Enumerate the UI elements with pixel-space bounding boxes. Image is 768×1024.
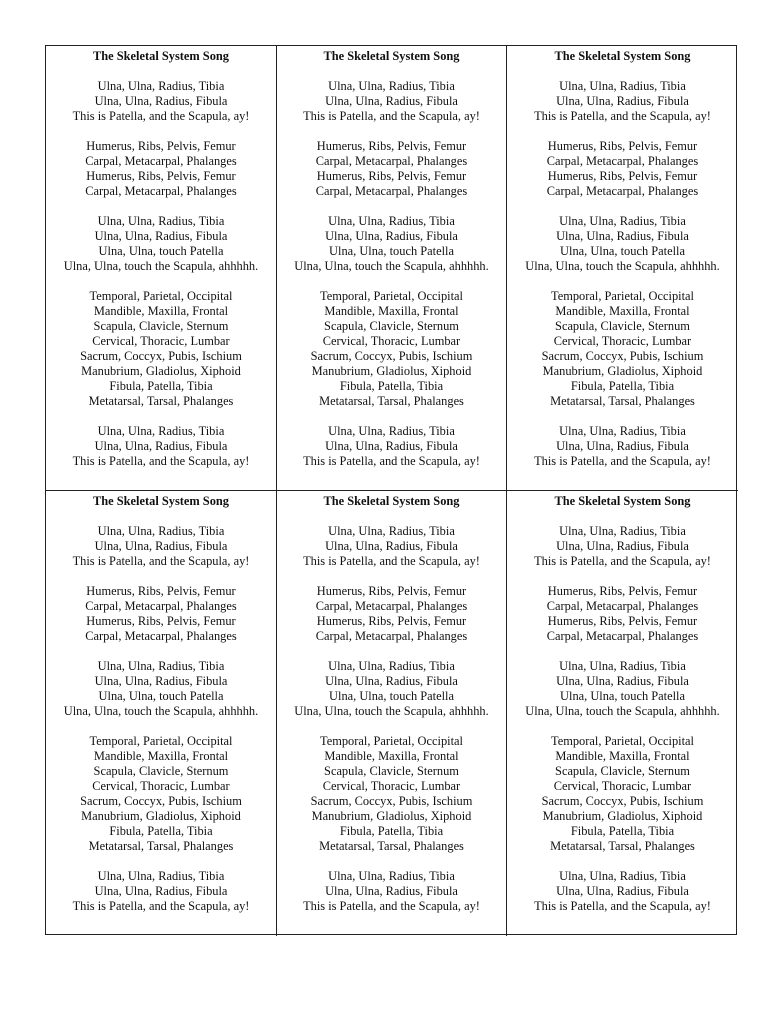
lyric-line: Cervical, Thoracic, Lumbar	[322, 779, 461, 793]
song-title: The Skeletal System Song	[93, 49, 229, 63]
lyric-line: Ulna, Ulna, Radius, Fibula	[325, 94, 458, 108]
lyric-line: This is Patella, and the Scapula, ay!	[534, 454, 711, 468]
song-stanza	[277, 584, 506, 644]
lyric-line: Cervical, Thoracic, Lumbar	[92, 779, 230, 793]
lyric-line: Ulna, Ulna, Radius, Fibula	[94, 229, 228, 243]
lyric-line: This is Patella, and the Scapula, ay!	[72, 109, 250, 123]
lyric-line: Ulna, Ulna, Radius, Tibia	[328, 659, 455, 673]
lyric-line: Ulna, Ulna, Radius, Fibula	[94, 674, 228, 688]
lyric-line: Temporal, Parietal, Occipital	[89, 734, 233, 748]
lyric-line: Scapula, Clavicle, Sternum	[324, 319, 459, 333]
lyric-line: Fibula, Patella, Tibia	[339, 824, 444, 838]
lyric-line: Ulna, Ulna, touch Patella	[98, 689, 224, 703]
lyric-line: Metatarsal, Tarsal, Phalanges	[319, 839, 464, 853]
lyric-line: Fibula, Patella, Tibia	[570, 379, 675, 393]
lyric-line: Carpal, Metacarpal, Phalanges	[85, 629, 237, 643]
song-stanza	[277, 79, 506, 124]
lyric-line: Sacrum, Coccyx, Pubis, Ischium	[310, 794, 473, 808]
lyric-line: Ulna, Ulna, Radius, Fibula	[556, 539, 689, 553]
song-stanza	[507, 79, 738, 124]
lyric-line: Carpal, Metacarpal, Phalanges	[546, 154, 699, 168]
song-stanza	[277, 659, 506, 719]
lyric-line: Ulna, Ulna, Radius, Tibia	[559, 214, 686, 228]
song-card	[507, 491, 738, 936]
lyric-line: Humerus, Ribs, Pelvis, Femur	[547, 139, 698, 153]
song-card	[277, 491, 507, 936]
lyric-line: Manubrium, Gladiolus, Xiphoid	[81, 809, 241, 823]
lyric-line: Ulna, Ulna, Radius, Fibula	[94, 94, 228, 108]
lyric-line: Ulna, Ulna, touch Patella	[560, 689, 685, 703]
lyric-line: Ulna, Ulna, touch Patella	[98, 244, 224, 258]
lyric-line: Humerus, Ribs, Pelvis, Femur	[316, 139, 467, 153]
lyric-line: Humerus, Ribs, Pelvis, Femur	[316, 614, 467, 628]
lyric-line: Mandible, Maxilla, Frontal	[93, 304, 229, 318]
lyric-line: Sacrum, Coccyx, Pubis, Ischium	[541, 349, 704, 363]
lyric-line: This is Patella, and the Scapula, ay!	[534, 109, 711, 123]
lyric-line: Metatarsal, Tarsal, Phalanges	[550, 394, 695, 408]
lyric-line: Metatarsal, Tarsal, Phalanges	[88, 839, 234, 853]
lyric-line: Ulna, Ulna, Radius, Tibia	[328, 424, 455, 438]
lyric-line: Ulna, Ulna, Radius, Tibia	[328, 79, 455, 93]
lyric-line: Carpal, Metacarpal, Phalanges	[315, 629, 468, 643]
lyric-line: Cervical, Thoracic, Lumbar	[92, 334, 230, 348]
lyric-line: Ulna, Ulna, Radius, Fibula	[556, 884, 689, 898]
song-stanza	[507, 289, 738, 409]
lyric-line: Temporal, Parietal, Occipital	[551, 289, 694, 303]
song-title: The Skeletal System Song	[554, 494, 691, 508]
lyric-line: Ulna, Ulna, Radius, Tibia	[328, 214, 455, 228]
lyric-line: Ulna, Ulna, Radius, Fibula	[325, 539, 458, 553]
lyric-line: This is Patella, and the Scapula, ay!	[303, 454, 480, 468]
lyric-line: Mandible, Maxilla, Frontal	[324, 749, 459, 763]
song-card-sheet	[45, 45, 737, 935]
lyric-line: Mandible, Maxilla, Frontal	[555, 304, 690, 318]
lyric-line: Humerus, Ribs, Pelvis, Femur	[316, 169, 467, 183]
lyric-line: Ulna, Ulna, Radius, Fibula	[556, 674, 689, 688]
lyric-line: Sacrum, Coccyx, Pubis, Ischium	[80, 794, 242, 808]
lyric-line: Metatarsal, Tarsal, Phalanges	[319, 394, 464, 408]
song-stanza	[507, 524, 738, 569]
song-card	[507, 46, 738, 491]
song-stanza	[46, 659, 276, 719]
lyric-line: Ulna, Ulna, touch the Scapula, ahhhhh.	[63, 704, 259, 718]
song-stanza	[507, 424, 738, 469]
lyric-line: Fibula, Patella, Tibia	[109, 379, 213, 393]
lyric-line: This is Patella, and the Scapula, ay!	[303, 109, 480, 123]
lyric-line: Carpal, Metacarpal, Phalanges	[546, 599, 699, 613]
lyric-line: Fibula, Patella, Tibia	[570, 824, 675, 838]
lyric-line: Ulna, Ulna, touch the Scapula, ahhhhh.	[294, 704, 489, 718]
lyric-line: Scapula, Clavicle, Sternum	[555, 319, 690, 333]
lyric-line: Humerus, Ribs, Pelvis, Femur	[316, 584, 467, 598]
lyric-line: Ulna, Ulna, touch Patella	[560, 244, 685, 258]
lyric-line: This is Patella, and the Scapula, ay!	[303, 899, 480, 913]
lyric-line: Ulna, Ulna, Radius, Tibia	[97, 214, 225, 228]
song-card	[46, 491, 277, 936]
song-stanza	[507, 139, 738, 199]
song-title: The Skeletal System Song	[323, 49, 460, 63]
lyric-line: Ulna, Ulna, touch Patella	[329, 689, 454, 703]
lyric-line: Cervical, Thoracic, Lumbar	[322, 334, 461, 348]
song-card	[46, 46, 277, 491]
lyric-line: Ulna, Ulna, Radius, Tibia	[97, 524, 225, 538]
song-stanza	[277, 289, 506, 409]
lyric-line: Fibula, Patella, Tibia	[109, 824, 213, 838]
lyric-line: Ulna, Ulna, touch the Scapula, ahhhhh.	[294, 259, 489, 273]
song-title: The Skeletal System Song	[93, 494, 229, 508]
song-stanza	[46, 524, 276, 569]
lyric-line: Temporal, Parietal, Occipital	[320, 734, 463, 748]
lyric-line: Ulna, Ulna, Radius, Tibia	[559, 869, 686, 883]
lyric-line: Ulna, Ulna, Radius, Fibula	[94, 884, 228, 898]
song-stanza	[507, 584, 738, 644]
lyric-line: Ulna, Ulna, Radius, Tibia	[328, 524, 455, 538]
lyric-line: Ulna, Ulna, Radius, Tibia	[559, 659, 686, 673]
lyric-line: Ulna, Ulna, Radius, Fibula	[94, 539, 228, 553]
lyric-line: Ulna, Ulna, Radius, Tibia	[559, 79, 686, 93]
lyric-line: Ulna, Ulna, touch Patella	[329, 244, 454, 258]
song-stanza	[46, 79, 276, 124]
song-stanza	[507, 659, 738, 719]
lyric-line: Scapula, Clavicle, Sternum	[555, 764, 690, 778]
song-stanza	[46, 869, 276, 914]
lyric-line: Scapula, Clavicle, Sternum	[324, 764, 459, 778]
lyric-line: Ulna, Ulna, Radius, Fibula	[556, 229, 689, 243]
lyric-line: This is Patella, and the Scapula, ay!	[72, 899, 250, 913]
lyric-line: Ulna, Ulna, Radius, Fibula	[325, 674, 458, 688]
lyric-line: Temporal, Parietal, Occipital	[551, 734, 694, 748]
lyric-line: Ulna, Ulna, touch the Scapula, ahhhhh.	[525, 259, 720, 273]
song-stanza	[46, 584, 276, 644]
lyric-line: Humerus, Ribs, Pelvis, Femur	[547, 584, 698, 598]
song-title: The Skeletal System Song	[323, 494, 460, 508]
lyric-line: Ulna, Ulna, Radius, Fibula	[325, 884, 458, 898]
song-stanza	[507, 869, 738, 914]
song-stanza	[277, 524, 506, 569]
lyric-line: Carpal, Metacarpal, Phalanges	[85, 599, 237, 613]
song-title: The Skeletal System Song	[554, 49, 691, 63]
lyric-line: Metatarsal, Tarsal, Phalanges	[550, 839, 695, 853]
lyric-line: Temporal, Parietal, Occipital	[89, 289, 233, 303]
lyric-line: Humerus, Ribs, Pelvis, Femur	[547, 169, 698, 183]
lyric-line: Carpal, Metacarpal, Phalanges	[546, 629, 699, 643]
lyric-line: This is Patella, and the Scapula, ay!	[534, 554, 711, 568]
lyric-line: Ulna, Ulna, Radius, Fibula	[325, 439, 458, 453]
lyric-line: Manubrium, Gladiolus, Xiphoid	[311, 809, 472, 823]
song-stanza	[46, 734, 276, 854]
lyric-line: Mandible, Maxilla, Frontal	[93, 749, 229, 763]
lyric-line: Carpal, Metacarpal, Phalanges	[85, 184, 237, 198]
lyric-line: Sacrum, Coccyx, Pubis, Ischium	[80, 349, 242, 363]
lyric-line: Manubrium, Gladiolus, Xiphoid	[542, 809, 703, 823]
lyric-line: Ulna, Ulna, Radius, Tibia	[328, 869, 455, 883]
lyric-line: Temporal, Parietal, Occipital	[320, 289, 463, 303]
lyric-line: This is Patella, and the Scapula, ay!	[72, 454, 250, 468]
song-stanza	[46, 139, 276, 199]
lyric-line: Manubrium, Gladiolus, Xiphoid	[81, 364, 241, 378]
song-stanza	[46, 289, 276, 409]
lyric-line: Scapula, Clavicle, Sternum	[93, 764, 229, 778]
lyric-line: Carpal, Metacarpal, Phalanges	[315, 154, 468, 168]
lyric-line: Ulna, Ulna, Radius, Tibia	[559, 524, 686, 538]
lyric-line: Sacrum, Coccyx, Pubis, Ischium	[310, 349, 473, 363]
lyric-line: Carpal, Metacarpal, Phalanges	[315, 184, 468, 198]
lyric-line: This is Patella, and the Scapula, ay!	[303, 554, 480, 568]
lyric-line: Fibula, Patella, Tibia	[339, 379, 444, 393]
lyric-line: Cervical, Thoracic, Lumbar	[553, 779, 692, 793]
song-stanza	[277, 734, 506, 854]
lyric-line: Manubrium, Gladiolus, Xiphoid	[311, 364, 472, 378]
lyric-line: This is Patella, and the Scapula, ay!	[72, 554, 250, 568]
lyric-line: Humerus, Ribs, Pelvis, Femur	[86, 139, 236, 153]
lyric-line: Ulna, Ulna, Radius, Fibula	[94, 439, 228, 453]
lyric-line: Cervical, Thoracic, Lumbar	[553, 334, 692, 348]
lyric-line: Carpal, Metacarpal, Phalanges	[85, 154, 237, 168]
song-stanza	[46, 424, 276, 469]
lyric-line: Carpal, Metacarpal, Phalanges	[315, 599, 468, 613]
song-stanza	[277, 139, 506, 199]
song-stanza	[46, 214, 276, 274]
lyric-line: Manubrium, Gladiolus, Xiphoid	[542, 364, 703, 378]
song-stanza	[507, 734, 738, 854]
song-stanza	[507, 214, 738, 274]
lyric-line: Humerus, Ribs, Pelvis, Femur	[547, 614, 698, 628]
lyric-line: Ulna, Ulna, Radius, Fibula	[325, 229, 458, 243]
lyric-line: Ulna, Ulna, Radius, Tibia	[97, 869, 225, 883]
lyric-line: Mandible, Maxilla, Frontal	[555, 749, 690, 763]
lyric-line: Ulna, Ulna, Radius, Tibia	[97, 424, 225, 438]
song-card	[277, 46, 507, 491]
song-stanza	[277, 424, 506, 469]
lyric-line: Mandible, Maxilla, Frontal	[324, 304, 459, 318]
song-stanza	[277, 869, 506, 914]
lyric-line: Ulna, Ulna, Radius, Tibia	[97, 79, 225, 93]
lyric-line: Ulna, Ulna, Radius, Tibia	[97, 659, 225, 673]
lyric-line: This is Patella, and the Scapula, ay!	[534, 899, 711, 913]
lyric-line: Ulna, Ulna, touch the Scapula, ahhhhh.	[525, 704, 720, 718]
lyric-line: Carpal, Metacarpal, Phalanges	[546, 184, 699, 198]
lyric-line: Ulna, Ulna, touch the Scapula, ahhhhh.	[63, 259, 259, 273]
lyric-line: Ulna, Ulna, Radius, Fibula	[556, 94, 689, 108]
lyric-line: Ulna, Ulna, Radius, Tibia	[559, 424, 686, 438]
lyric-line: Sacrum, Coccyx, Pubis, Ischium	[541, 794, 704, 808]
lyric-line: Humerus, Ribs, Pelvis, Femur	[86, 614, 236, 628]
lyric-line: Humerus, Ribs, Pelvis, Femur	[86, 169, 236, 183]
lyric-line: Ulna, Ulna, Radius, Fibula	[556, 439, 689, 453]
lyric-line: Humerus, Ribs, Pelvis, Femur	[86, 584, 236, 598]
lyric-line: Metatarsal, Tarsal, Phalanges	[88, 394, 234, 408]
lyric-line: Scapula, Clavicle, Sternum	[93, 319, 229, 333]
song-stanza	[277, 214, 506, 274]
